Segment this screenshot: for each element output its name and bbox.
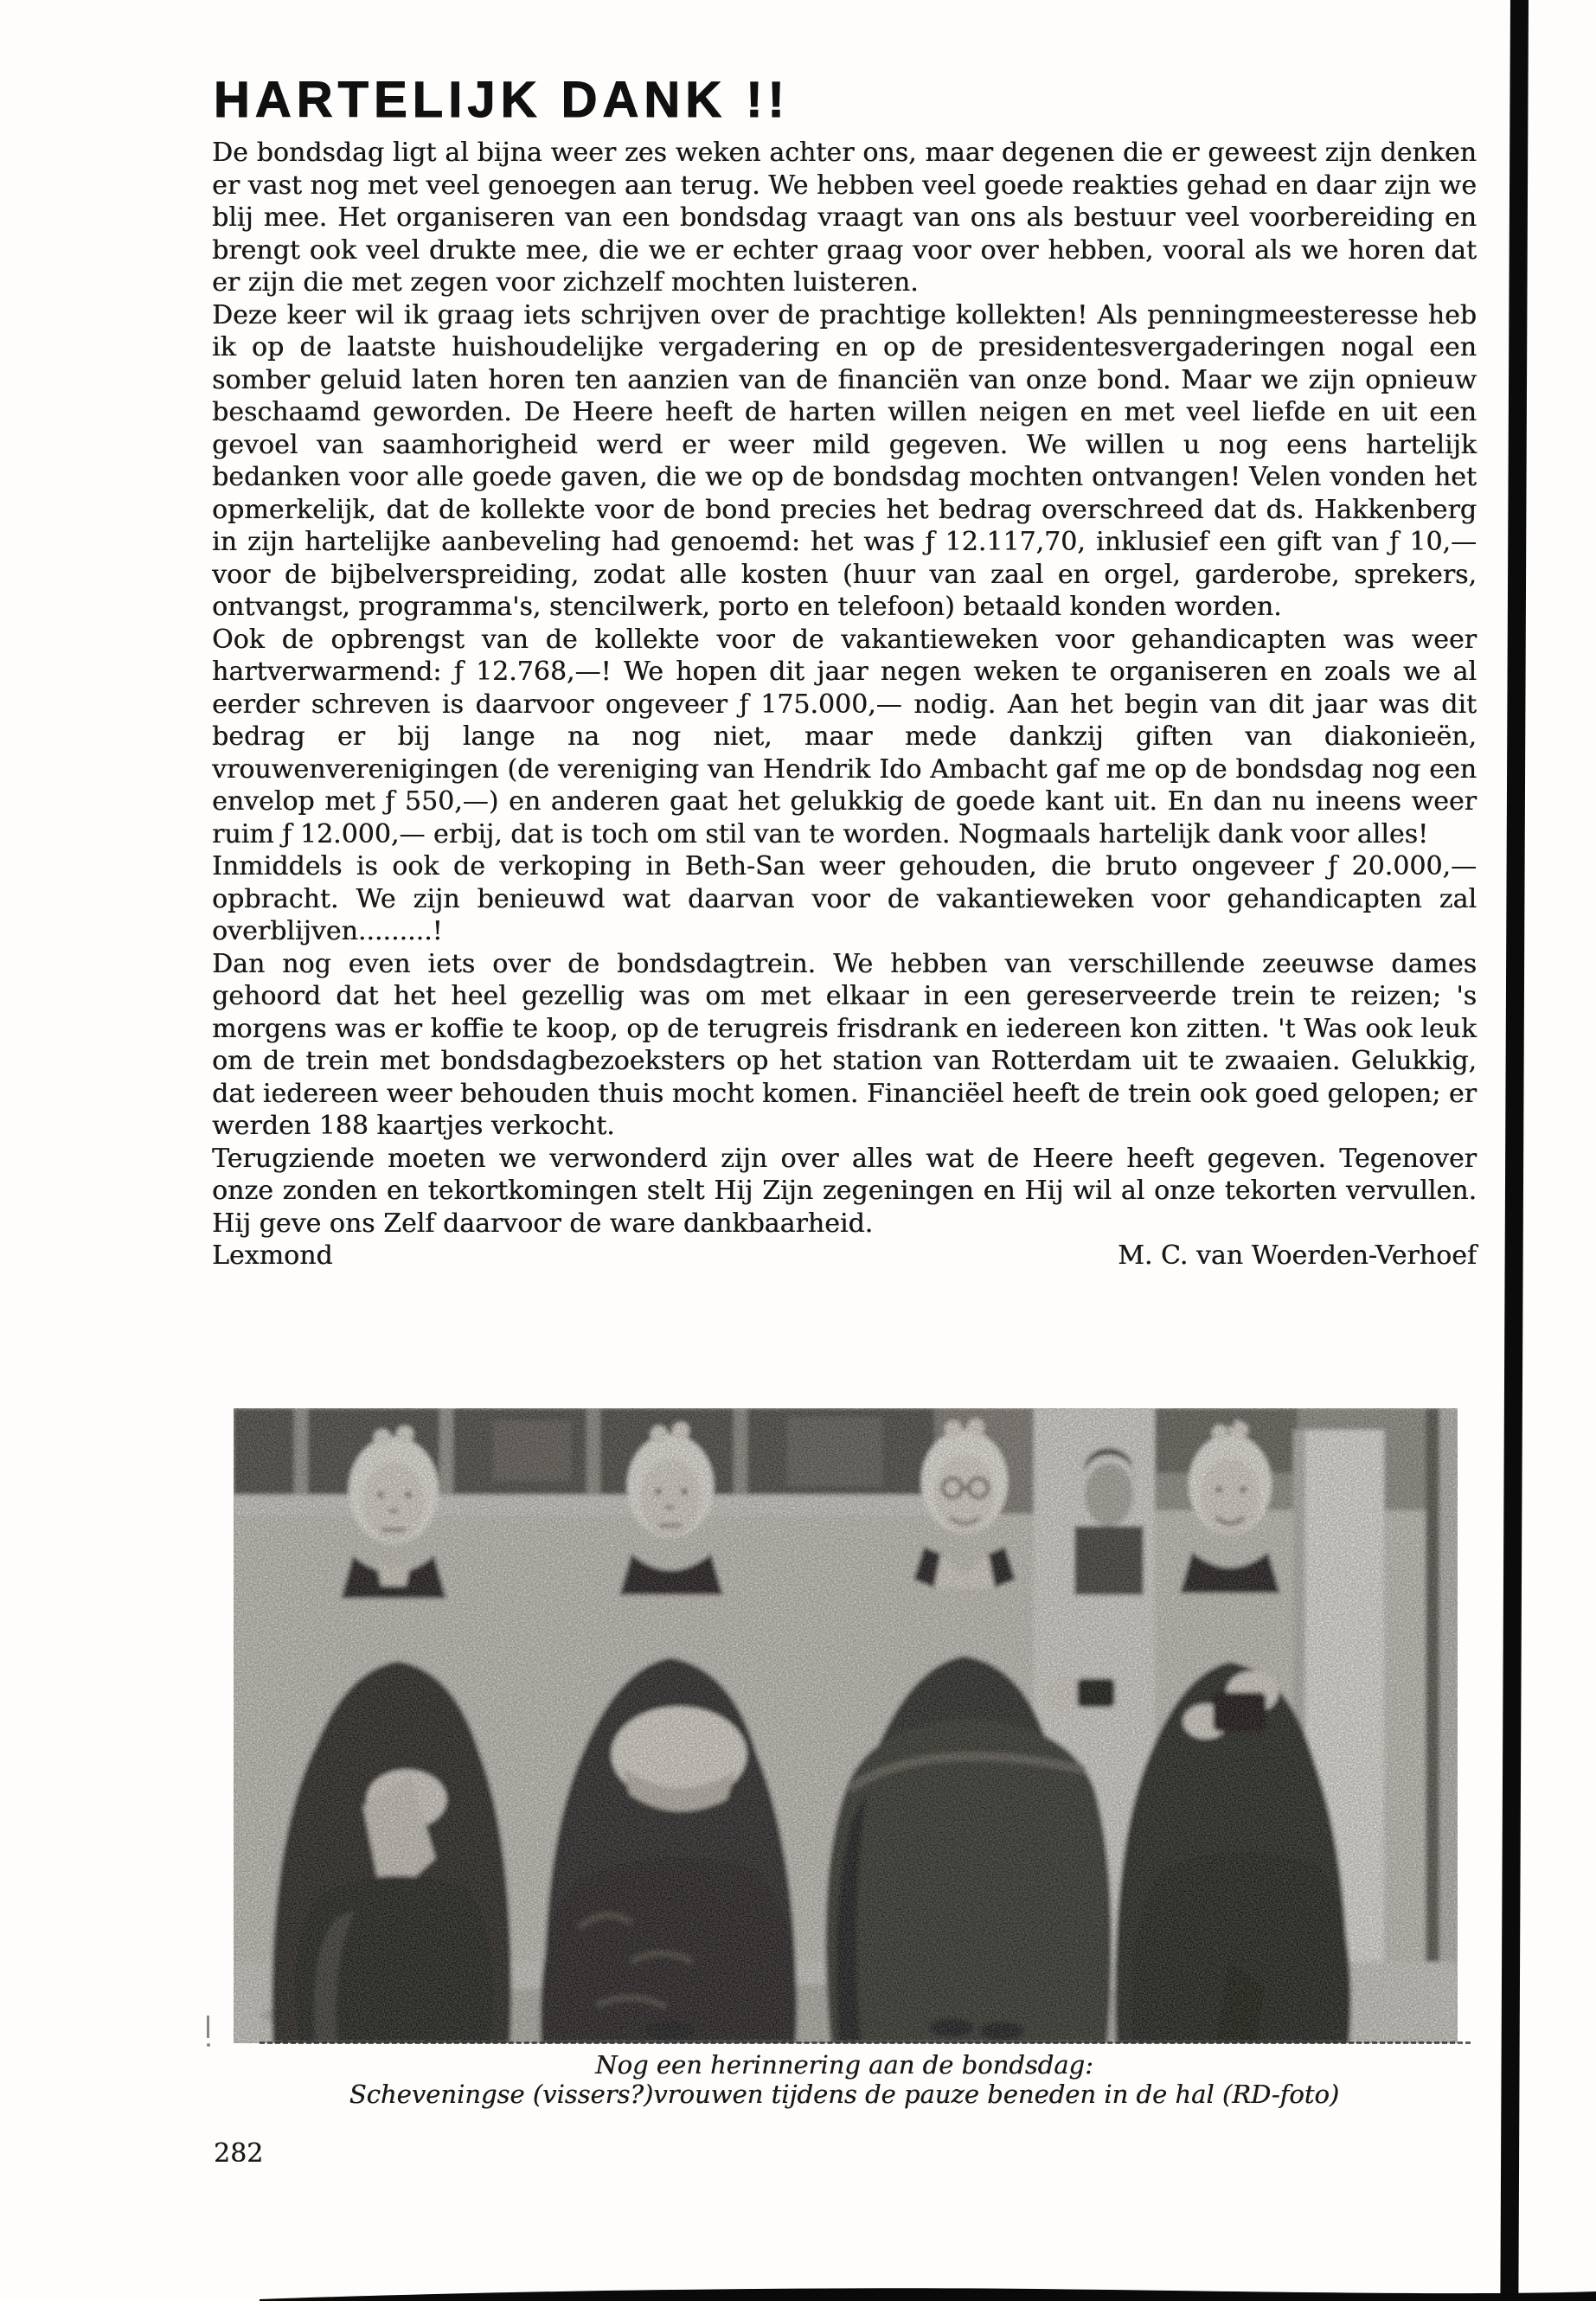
photo-grain-light (234, 1408, 1458, 2043)
article (212, 72, 1477, 1272)
body-paragraph: Dan nog even iets over de bondsdagtrein. We hebben van verschillende zeeuwse dames gehoord dat het heel gezellig was om met elkaar in een gereserveerde trein te reizen; 's morgens was er koffie te koop, op de terugreis frisdrank en iedereen kon zitten. 't Was ook leuk om de trein met bondsdagbezoeksters op het station van Rotterdam uit te zwaaien. Gelukkig, dat iedereen weer behouden thuis mocht komen. Financiëel heeft de trein ook goed gelopen; er werden 188 kaartjes verkocht. (212, 948, 1477, 1141)
body-paragraph: Terugziende moeten we verwonderd zijn over alles wat de Heere heeft gegeven. Tegenover onze zonden en tekortkomingen stelt Hij Zijn zegeningen en Hij wil al onze tekorten vervullen. Hij geve ons Zelf daarvoor de ware dankbaarheid. (212, 1143, 1477, 1239)
page-number: 282 (214, 2138, 264, 2169)
scan-artifact (207, 2016, 209, 2038)
photo-illustration (234, 1408, 1458, 2043)
photo-caption-line1: Nog een herinnering aan de bondsdag: (595, 2050, 1093, 2080)
scan-bottom-shadow (260, 2285, 1596, 2301)
signature-row (212, 1240, 1477, 1272)
photo-caption-line2: Scheveningse (vissers?)vrouwen tijdens de pauze beneden in de hal (RD-foto) (349, 2080, 1340, 2109)
body-paragraph: Inmiddels is ook de verkoping in Beth-San weer gehouden, die bruto ongeveer ƒ 20.000,— opbracht. We zijn benieuwd wat daarvan voor de vakantieweken voor gehandicapten zal overblijven.........! (212, 851, 1477, 946)
signature-place: Lexmond (212, 1240, 333, 1271)
article-body (212, 137, 1477, 1240)
scan-gutter-bar (1500, 0, 1529, 2301)
body-paragraph: Ook de opbrengst van de kollekte voor de vakantieweken voor gehandicapten was weer hartverwarmend: ƒ 12.768,—! We hopen dit jaar negen weken te organiseren en zoals we al eerder schreven is daarvoor ongeveer ƒ 175.000,— nodig. Aan het begin van dit jaar was dit bedrag er bij lange na nog niet, maar mede dankzij giften van diakonieën, vrouwenverenigingen (de vereniging van Hendrik Ido Ambacht gaf me op de bondsdag nog een envelop met ƒ 550,—) en anderen gaat het gelukkig de goede kant uit. En dan nu ineens weer ruim ƒ 12.000,— erbij, dat is toch om stil van te worden. Nogmaals hartelijk dank voor alles! (212, 624, 1477, 849)
signature-author: M. C. van Woerden-Verhoef (1118, 1240, 1477, 1271)
photo-bottom-edge (260, 2041, 1471, 2044)
body-paragraph: Deze keer wil ik graag iets schrijven over de prachtige kollekten! Als penningmeesteresse heb ik op de laatste huishoudelijke vergadering en op de presidentesvergaderingen nogal een somber geluid laten horen ten aanzien van de financiën van onze bond. Maar we zijn opnieuw beschaamd geworden. De Heere heeft de harten willen neigen en met veel liefde en uit een gevoel van saamhorigheid werd er weer mild gegeven. We willen u nog eens hartelijk bedanken voor alle goede gaven, die we op de bondsdag mochten ontvangen! Velen vonden het opmerkelijk, dat de kollekte voor de bond precies het bedrag overschreed dat ds. Hakkenberg in zijn hartelijke aanbeveling had genoemd: het was ƒ 12.117,70, inklusief een gift van ƒ 10,— voor de bijbelverspreiding, zodat alle kosten (huur van zaal en orgel, garderobe, sprekers, ontvangst, programma's, stencilwerk, porto en telefoon) betaald konden worden. (212, 299, 1477, 622)
photo-four-women (234, 1408, 1458, 2043)
article-title: HARTELIJK DANK !! (214, 72, 790, 128)
photo-caption (212, 2050, 1477, 2109)
body-paragraph: De bondsdag ligt al bijna weer zes weken achter ons, maar degenen die er geweest zijn denken er vast nog met veel genoegen aan terug. We hebben veel goede reakties gehad en daar zijn we blij mee. Het organiseren van een bondsdag vraagt van ons als bestuur veel voorbereiding en brengt ook veel drukte mee, die we er echter graag voor over hebben, vooral als we horen dat er zijn die met zegen voor zichzelf mochten luisteren. (212, 138, 1477, 298)
